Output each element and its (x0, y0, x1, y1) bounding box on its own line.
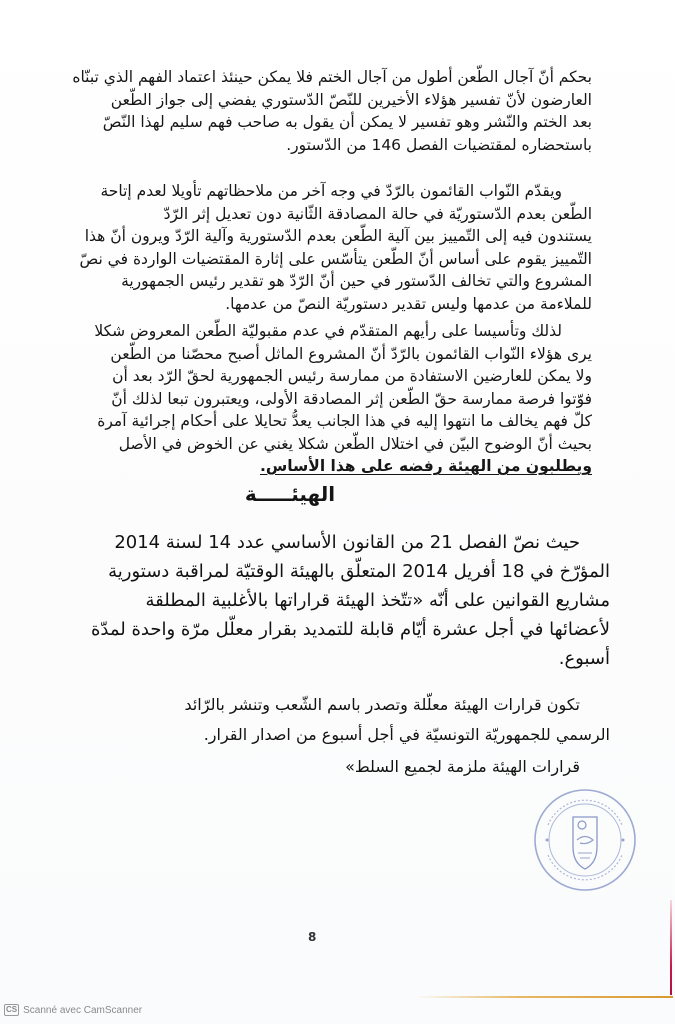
paragraph-4 (90, 528, 610, 673)
text-line: الطّعن بعدم الدّستوريّة في حالة المصادقة الثّانية دون تعديل إثر الرّدّ (163, 204, 592, 223)
paragraph-3 (94, 320, 592, 478)
text-line: تكون قرارات الهيئة معلّلة وتصدر باسم الشّعب وتنشر بالرّائد (184, 695, 580, 714)
text-line: بعد الختم والنّشر وهو تفسير لا يمكن أن يقول به صاحب فهم سليم لهذا النّصّ (102, 113, 592, 131)
text-line: العارضون لأنّ تفسير هؤلاء الأخيرين للنّصّ الدّستوري يفضي إلى جواز الطّعن (110, 90, 592, 109)
text-line: مشاريع القوانين على أنّه «تتّخذ الهيئة قراراتها بالأغلبية المطلقة (145, 590, 610, 611)
text-line: يستندون فيه إلى التّمييز بين آلية الطّعن بعدم الدّستورية وآلية الرّدّ ويرون أنّ هذا (84, 227, 592, 245)
text-line: بحيث أنّ الوضوح البيّن في اختلال الطّعن شكلا يغني عن الخوض في الأصل (118, 434, 592, 453)
text-line: كلّ فهم يخالف ما انتهوا إليه في هذا الجانب يعدُّ تحايلا على أحكام إجرائية آمرة (97, 412, 592, 430)
text-line: حيث نصّ الفصل 21 من القانون الأساسي عدد 14 لسنة 2014 (114, 532, 580, 553)
text-line: ولا يمكن للعارضين الاستفادة من ممارسة رئيس الجمهورية لحقّ الرّد بعد أن (112, 367, 592, 385)
text-line: لأعضائها في أجل عشرة أيّام قابلة للتمديد بقرار معلّل مرّة واحدة لمدّة (90, 619, 610, 640)
text-line (240, 455, 592, 478)
camscanner-logo-icon: CS (6, 1005, 18, 1014)
seal-graphic (530, 785, 640, 895)
underlined-conclusion: ويطلبون من الهيئة رفضه على هذا الأساس. (259, 457, 592, 475)
text-line: أسبوع. (558, 648, 610, 669)
watermark-text: Scanné avec CamScanner (23, 1004, 143, 1016)
text-line: للملاءمة من عدمها وليس تقدير دستوريّة النصّ من عدمها. (225, 294, 592, 313)
paper-edge-right (670, 900, 672, 995)
section-heading: الهيئـــــة (244, 482, 336, 506)
text-line: باستحضاره لمقتضيات الفصل 146 من الدّستور. (286, 135, 592, 154)
text-line: فوّتوا فرصة ممارسة حقّ الطّعن إثر المصادقة الأولى، ويعتبرون تبعا لذلك أنّ (111, 389, 592, 408)
text-line: ويقدّم النّواب القائمون بالرّدّ في وجه آخر من ملاحظاتهم تأويلا لعدم إتاحة (100, 182, 562, 200)
text-line: يرى هؤلاء النّواب القائمون بالرّدّ أنّ المشروع الماثل أصبح محصّنا من الطّعن (110, 344, 592, 363)
page-number: 8 (308, 930, 317, 944)
text-line: بحكم أنّ آجال الطّعن أطول من آجال الختم فلا يمكن حينئذ اعتماد الفهم الذي تبنّاه (72, 68, 592, 86)
paragraph-6 (230, 752, 610, 782)
text-line: قرارات الهيئة ملزمة لجميع السلط» (345, 757, 580, 776)
text-line: المشروع والتي تخالف الدّستور في حين أنّ الرّدّ هو تقدير رئيس الجمهورية (121, 272, 592, 290)
official-seal-icon (530, 785, 640, 895)
text-line: لذلك وتأسيسا على رأيهم المتقدّم في عدم مقبوليّة الطّعن المعروض شكلا (94, 322, 562, 340)
paragraph-5 (184, 690, 610, 750)
text-line: المؤرّخ في 18 أفريل 2014 المتعلّق بالهيئة الوقتيّة لمراقبة دستورية (108, 561, 610, 582)
paper-edge-bottom (415, 996, 673, 998)
text-line: التّمييز يقوم على أساس أنّ الطّعن يتأسّس على إثارة المقتضيات الواردة في نصّ (79, 249, 592, 268)
scanner-watermark (4, 1004, 142, 1016)
paragraph-2 (79, 180, 592, 315)
text-line: الرسمي للجمهوريّة التونسيّة في أجل أسبوع من اصدار القرار. (203, 725, 610, 744)
paragraph-1 (72, 66, 592, 156)
